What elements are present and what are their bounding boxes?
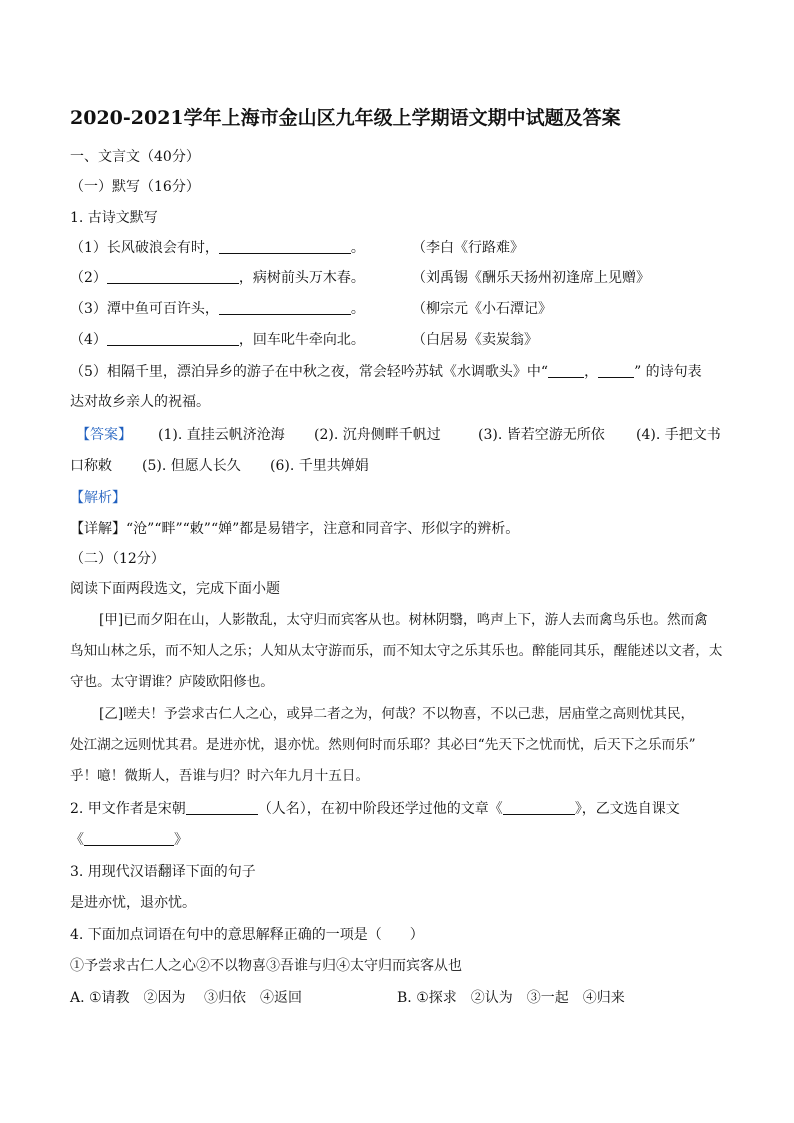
answer-item: (6). 千里共婵娟 xyxy=(270,458,369,474)
answer-item: (5). 但愿人长久 xyxy=(142,458,241,474)
answer-item: 口称敕 xyxy=(70,458,112,474)
page-title: 2020-2021学年上海市金山区九年级上学期语文期中试题及答案 xyxy=(70,107,621,129)
fill-item xyxy=(70,329,365,351)
fill-item xyxy=(70,361,702,383)
fill-item xyxy=(70,237,365,259)
fill-item xyxy=(70,267,365,289)
answer-blank[interactable] xyxy=(219,238,351,254)
answer-blank[interactable] xyxy=(107,268,239,284)
reading-instruction: 阅读下面两段选文，完成下面小题 xyxy=(70,581,280,597)
answer-blank[interactable] xyxy=(186,799,258,815)
item-text: 达对故乡亲人的祝福。 xyxy=(70,394,210,410)
item-text: （5）相隔千里，漂泊异乡的游子在中秋之夜，常会轻吟苏轼《水调歌头》中“ xyxy=(70,364,549,380)
answer-blank[interactable] xyxy=(598,362,634,378)
answer-block xyxy=(70,455,369,477)
answer-blank[interactable] xyxy=(107,330,239,346)
option-a[interactable]: A. ①请教 ②因为 ③归依 ④返回 xyxy=(70,990,303,1006)
item-text: 。 xyxy=(350,240,365,256)
passage-line: 鸟知山林之乐，而不知人之乐；人知从太守游而乐，而不知太守之乐其乐也。醉能同其乐，醒能述以文者，太 xyxy=(70,643,723,659)
item-source: （李白《行路难》 xyxy=(412,240,524,256)
item-source: （白居易《卖炭翁》 xyxy=(412,332,538,348)
answer-blank[interactable] xyxy=(84,830,174,846)
question-heading: 4. 下面加点词语在句中的意思解释正确的一项是（ ） xyxy=(70,927,424,943)
analysis-label: 【解析】 xyxy=(70,490,126,506)
item-text: ，病树前头万木春。 xyxy=(238,270,365,286)
passage-line: [乙]嗟夫！予尝求古仁人之心，或异二者之为，何哉？不以物喜，不以己悲，居庙堂之高则忧其民， xyxy=(99,706,695,722)
item-text: （3）潭中鱼可百许头， xyxy=(70,301,219,317)
answer-item: (3). 皆若空游无所依 xyxy=(478,427,605,443)
question-text: 《 xyxy=(70,832,84,848)
item-text: （2） xyxy=(70,270,107,286)
item-text: ，回车叱牛牵向北。 xyxy=(238,332,365,348)
item-source: （柳宗元《小石潭记》 xyxy=(412,301,552,317)
question-text: 》 xyxy=(174,832,188,848)
question-sentence: 是进亦忧，退亦忧。 xyxy=(70,895,196,911)
answer-block xyxy=(76,424,721,446)
analysis-detail: 【详解】“沧”“畔”“敕”“婵”都是易错字，注意和同音字、形似字的辨析。 xyxy=(70,521,520,537)
answer-blank[interactable] xyxy=(219,299,351,315)
subsection-heading: （二）（12分） xyxy=(70,551,165,567)
section-heading: 一、文言文（40分） xyxy=(70,149,200,165)
answer-item: (1). 直挂云帆济沧海 xyxy=(158,427,285,443)
passage-line: 守也。太守谓谁？庐陵欧阳修也。 xyxy=(70,674,274,690)
option-b[interactable]: B. ①探求 ②认为 ③一起 ④归来 xyxy=(397,990,625,1006)
question-text: （人名），在初中阶段还学过他的文章《 xyxy=(257,801,503,817)
answer-blank[interactable] xyxy=(548,362,584,378)
item-text: （4） xyxy=(70,332,107,348)
item-text: ” 的诗句表 xyxy=(634,364,702,380)
question-text: 2. 甲文作者是宋朝 xyxy=(70,801,186,817)
answer-label: 【答案】 xyxy=(76,427,132,443)
answer-item: (2). 沉舟侧畔千帆过 xyxy=(314,427,441,443)
question-phrases: ①予尝求古仁人之心②不以物喜③吾谁与归④太守归而宾客从也 xyxy=(70,958,462,974)
item-text: ， xyxy=(584,364,599,380)
question-2 xyxy=(70,798,680,820)
passage-line: 处江湖之远则忧其君。是进亦忧，退亦忧。然则何时而乐耶？其必曰“先天下之忧而忧，后天下之乐而乐” xyxy=(70,737,696,753)
answer-blank[interactable] xyxy=(503,799,575,815)
question-2-cont xyxy=(70,829,188,851)
passage-line: 乎！噫！微斯人，吾谁与归？时六年九月十五日。 xyxy=(70,768,370,784)
subsection-heading: （一）默写（16分） xyxy=(70,179,200,195)
question-heading: 1. 古诗文默写 xyxy=(70,210,158,226)
passage-line: [甲]已而夕阳在山，人影散乱，太守归而宾客从也。树林阴翳，鸣声上下，游人去而禽鸟乐也。然而禽 xyxy=(99,612,708,628)
question-heading: 3. 用现代汉语翻译下面的句子 xyxy=(70,864,256,880)
question-text: 》，乙文选自课文 xyxy=(574,801,680,817)
item-source: （刘禹锡《酬乐天扬州初逢席上见赠》 xyxy=(412,270,650,286)
item-text: 。 xyxy=(350,301,365,317)
item-text: （1）长风破浪会有时， xyxy=(70,240,219,256)
answer-item: (4). 手把文书 xyxy=(636,427,721,443)
fill-item xyxy=(70,298,365,320)
